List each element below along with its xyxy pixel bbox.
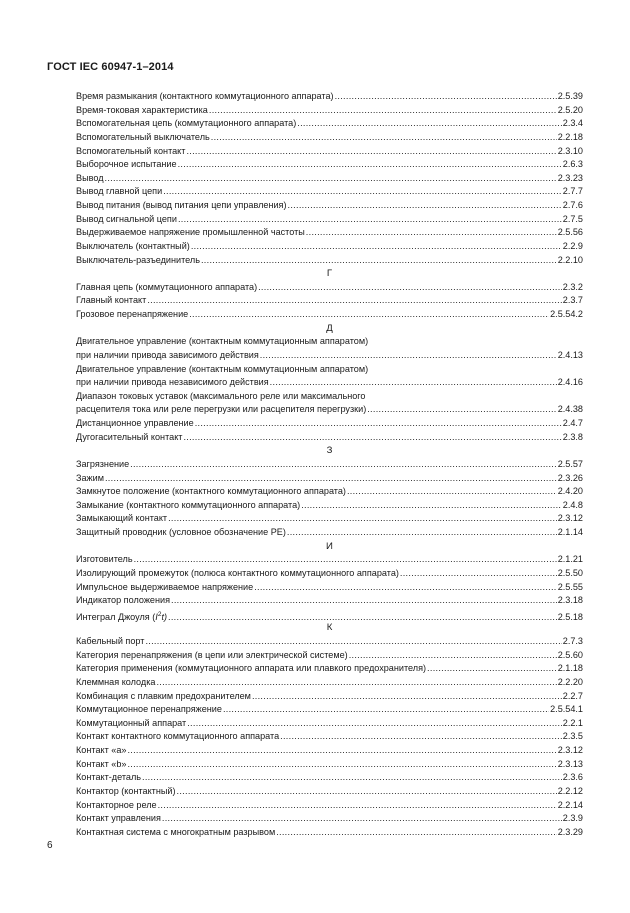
index-entry bbox=[76, 254, 583, 268]
dot-leader bbox=[178, 158, 562, 172]
index-term: Грозовое перенапряжение bbox=[76, 309, 189, 319]
index-entry bbox=[76, 308, 583, 322]
index-entry bbox=[76, 485, 583, 499]
index-entry bbox=[76, 363, 583, 377]
index-term: Изготовитель bbox=[76, 554, 133, 565]
index-term: Вывод сигнальной цепи bbox=[76, 213, 177, 224]
index-term: Дугогасительный контакт bbox=[76, 431, 183, 442]
index-ref: 2.5.54.1 bbox=[550, 704, 583, 715]
index-term bbox=[76, 608, 167, 625]
index-entry bbox=[76, 431, 583, 445]
index-entry bbox=[76, 90, 583, 104]
index-term: Контакт-деталь bbox=[76, 772, 141, 783]
dot-leader bbox=[183, 431, 561, 445]
index-ref: 2.4.20 bbox=[557, 486, 583, 497]
index-ref: 2.1.21 bbox=[557, 554, 583, 565]
index-entry bbox=[76, 131, 583, 145]
index-ref: 2.3.18 bbox=[557, 595, 583, 606]
index-ref: 2.4.13 bbox=[557, 349, 583, 360]
index-letter-heading: И bbox=[326, 540, 333, 552]
dot-leader bbox=[187, 717, 562, 731]
dot-leader bbox=[367, 403, 556, 417]
index-letter-heading: З bbox=[326, 445, 333, 457]
index-ref: 2.7.7 bbox=[562, 186, 583, 197]
index-ref: 2.2.1 bbox=[562, 717, 583, 728]
index-term: Время размыкания (контактного коммутационного аппарата) bbox=[76, 91, 334, 101]
index-term: Выключатель (контактный) bbox=[76, 240, 190, 251]
index-term-tail: t) bbox=[161, 611, 167, 622]
page-number: 6 bbox=[47, 840, 53, 851]
index-ref: 2.3.9 bbox=[562, 813, 583, 824]
dot-leader bbox=[147, 294, 561, 308]
index-entry bbox=[76, 240, 583, 254]
dot-leader bbox=[287, 526, 557, 540]
index-term: Изолирующий промежуток (полюса контактного коммутационного аппарата) bbox=[76, 567, 399, 578]
index-term: Импульсное выдерживаемое напряжение bbox=[76, 581, 254, 592]
dot-leader bbox=[306, 226, 557, 240]
dot-leader bbox=[201, 254, 557, 268]
index-entry bbox=[76, 771, 583, 785]
index-entry bbox=[76, 213, 583, 227]
index-term: Выключатель-разъединитель bbox=[76, 254, 200, 265]
index-entry bbox=[76, 526, 583, 540]
index-ref: 2.3.4 bbox=[562, 118, 583, 129]
index-ref: 2.4.7 bbox=[562, 418, 583, 428]
dot-leader bbox=[142, 771, 562, 785]
index-ref: 2.2.10 bbox=[557, 254, 583, 265]
index-ref: 2.7.6 bbox=[562, 200, 583, 210]
dot-leader bbox=[349, 649, 557, 663]
index-entry bbox=[76, 403, 583, 417]
index-entry bbox=[76, 185, 583, 199]
dot-leader bbox=[280, 730, 562, 744]
index-entry bbox=[76, 117, 583, 131]
index-ref: 2.2.12 bbox=[557, 785, 583, 796]
index-term: Вывод питания (вывод питания цепи управления) bbox=[76, 200, 287, 210]
index-ref: 2.5.20 bbox=[557, 104, 583, 115]
dot-leader bbox=[209, 104, 557, 118]
joule-superscript: 2 bbox=[157, 610, 162, 618]
index-ref: 2.1.14 bbox=[557, 527, 583, 537]
index-entry bbox=[76, 472, 583, 486]
index-entry bbox=[76, 172, 583, 186]
index-ref: 2.5.60 bbox=[557, 649, 583, 660]
index-entry bbox=[76, 104, 583, 118]
dot-leader bbox=[105, 172, 557, 186]
index-term: Вспомогательный контакт bbox=[76, 145, 186, 156]
index-ref: 2.7.5 bbox=[562, 213, 583, 224]
index-entry bbox=[76, 417, 583, 431]
dot-leader bbox=[186, 145, 556, 159]
dot-leader bbox=[258, 281, 562, 295]
dot-leader bbox=[105, 472, 557, 486]
index-term: Двигательное управление (контактным коммутационным аппаратом) bbox=[76, 336, 369, 347]
index-ref: 2.3.8 bbox=[562, 431, 583, 442]
index-ref: 2.4.16 bbox=[557, 377, 583, 388]
index-entry bbox=[76, 662, 583, 676]
index-term: Замыкающий контакт bbox=[76, 513, 168, 524]
index-entry bbox=[76, 635, 583, 649]
index-entry bbox=[76, 349, 583, 363]
index-term: Вспомогательный выключатель bbox=[76, 131, 210, 142]
index-term: Замыкание (контактного коммутационного аппарата) bbox=[76, 499, 301, 510]
dot-leader bbox=[252, 690, 562, 704]
index-term: расцепителя тока или реле перегрузки или расцепителя перегрузки) bbox=[76, 404, 367, 415]
index-entry bbox=[76, 812, 583, 826]
index-ref: 2.5.39 bbox=[557, 91, 583, 101]
index-entry bbox=[76, 744, 583, 758]
dot-leader bbox=[178, 213, 562, 227]
index-ref: 2.3.26 bbox=[557, 472, 583, 483]
index-term: при наличии привода зависимого действия bbox=[76, 349, 259, 360]
dot-leader bbox=[301, 499, 562, 513]
index-letter-heading: Д bbox=[326, 322, 333, 334]
dot-leader bbox=[288, 199, 562, 213]
index-entry bbox=[76, 649, 583, 663]
dot-leader bbox=[163, 185, 562, 199]
index-entry bbox=[76, 730, 583, 744]
index-ref: 2.5.56 bbox=[557, 227, 583, 238]
dot-leader bbox=[427, 662, 557, 676]
index-term: Коммутационное перенапряжение bbox=[76, 704, 222, 715]
index-ref: 2.3.12 bbox=[557, 513, 583, 524]
dot-leader bbox=[189, 308, 549, 322]
index-entry bbox=[76, 676, 583, 690]
dot-leader bbox=[260, 349, 557, 363]
index-entry bbox=[76, 145, 583, 159]
dot-leader bbox=[168, 512, 557, 526]
joule-symbol: I bbox=[155, 611, 158, 622]
index-entry bbox=[76, 158, 583, 172]
dot-leader bbox=[254, 581, 557, 595]
dot-leader bbox=[145, 635, 561, 649]
index-entry bbox=[76, 390, 583, 404]
index-term: Двигательное управление (контактным коммутационным аппаратом) bbox=[76, 363, 369, 374]
index-term: Защитный проводник (условное обозначение PE) bbox=[76, 527, 286, 537]
index-term: Контакт контактного коммутационного аппарата bbox=[76, 731, 280, 742]
index-ref: 2.5.55 bbox=[557, 581, 583, 592]
dot-leader bbox=[127, 744, 556, 758]
index-term: Дистанционное управление bbox=[76, 418, 194, 428]
index-entry bbox=[76, 758, 583, 772]
index-term: Кабельный порт bbox=[76, 636, 145, 646]
index-term: Вывод bbox=[76, 172, 104, 183]
index-term: Главная цепь (коммутационного аппарата) bbox=[76, 281, 258, 292]
index-entry bbox=[76, 785, 583, 799]
index-term: Вывод главной цепи bbox=[76, 186, 163, 197]
dot-leader bbox=[177, 785, 557, 799]
dot-leader bbox=[211, 131, 557, 145]
index-term: Контакторное реле bbox=[76, 799, 157, 810]
index-ref: 2.4.38 bbox=[557, 404, 583, 415]
index-entry bbox=[76, 199, 583, 213]
dot-leader bbox=[223, 703, 549, 717]
dot-leader bbox=[168, 611, 557, 625]
index-term: Клеммная колодка bbox=[76, 676, 156, 687]
index-ref: 2.2.18 bbox=[557, 131, 583, 142]
dot-leader bbox=[335, 90, 557, 104]
index-term: Контакт «b» bbox=[76, 758, 127, 769]
index-entry bbox=[76, 826, 583, 840]
dot-leader bbox=[276, 826, 557, 840]
index-ref: 2.2.14 bbox=[557, 799, 583, 810]
index-term: Категория применения (коммутационного аппарата или плавкого предохранителя) bbox=[76, 663, 427, 674]
index-entry bbox=[76, 458, 583, 472]
document-header: ГОСТ IEC 60947-1–2014 bbox=[47, 61, 174, 73]
dot-leader bbox=[195, 417, 562, 431]
index-term: Выборочное испытание bbox=[76, 159, 177, 170]
dot-leader bbox=[270, 376, 557, 390]
index-term: Комбинация с плавким предохранителем bbox=[76, 690, 251, 701]
index-ref: 2.1.18 bbox=[557, 663, 583, 674]
index-term: Коммутационный аппарат bbox=[76, 717, 187, 728]
index-term: Контакт управления bbox=[76, 813, 161, 824]
index-entry bbox=[76, 335, 583, 349]
index-entry bbox=[76, 703, 583, 717]
index-ref: 2.3.5 bbox=[562, 731, 583, 742]
index-ref: 2.5.50 bbox=[557, 567, 583, 578]
index-ref: 2.3.29 bbox=[557, 826, 583, 837]
dot-leader bbox=[400, 567, 557, 581]
index-ref: 2.4.8 bbox=[562, 499, 583, 510]
index-term: Загрязнение bbox=[76, 458, 130, 469]
index-term: Выдерживаемое напряжение промышленной частоты bbox=[76, 227, 305, 238]
index-term: при наличии привода независимого действия bbox=[76, 377, 269, 388]
dot-leader bbox=[158, 799, 557, 813]
index-term: Вспомогательная цепь (коммутационного аппарата) bbox=[76, 118, 297, 129]
dot-leader bbox=[130, 458, 557, 472]
index-term: Контактор (контактный) bbox=[76, 785, 176, 796]
index-term: Контактная система с многократным разрывом bbox=[76, 826, 276, 837]
index-term: Контакт «а» bbox=[76, 745, 127, 755]
index-ref: 2.3.6 bbox=[562, 772, 583, 783]
index-term: Время-токовая характеристика bbox=[76, 104, 208, 115]
index-ref: 2.3.10 bbox=[557, 145, 583, 156]
index-term: Главный контакт bbox=[76, 295, 147, 306]
dot-leader bbox=[127, 758, 556, 772]
index-term: Диапазон токовых уставок (максимального реле или максимального bbox=[76, 390, 366, 401]
dot-leader bbox=[156, 676, 556, 690]
index-ref: 2.2.7 bbox=[562, 690, 583, 701]
index-entry bbox=[76, 690, 583, 704]
index-term: Замкнутое положение (контактного коммутационного аппарата) bbox=[76, 486, 346, 497]
index-entry bbox=[76, 799, 583, 813]
index-letter-heading: Г bbox=[326, 268, 333, 280]
index-entry bbox=[76, 553, 583, 567]
index-entry bbox=[76, 499, 583, 513]
index-ref: 2.3.2 bbox=[562, 281, 583, 292]
dot-leader bbox=[162, 812, 562, 826]
index-entry bbox=[76, 581, 583, 595]
index-ref: 2.5.57 bbox=[557, 458, 583, 469]
index-ref: 2.3.7 bbox=[562, 295, 583, 306]
index-entry bbox=[76, 226, 583, 240]
index-entry bbox=[76, 608, 583, 622]
index-entry bbox=[76, 717, 583, 731]
index-ref: 2.2.20 bbox=[557, 676, 583, 687]
index-term: Категория перенапряжения (в цепи или электрической системе) bbox=[76, 649, 348, 660]
dot-leader bbox=[297, 117, 562, 131]
dot-leader bbox=[171, 594, 557, 608]
index-ref: 2.2.9 bbox=[562, 240, 583, 251]
dot-leader bbox=[191, 240, 562, 254]
index-ref: 2.5.18 bbox=[557, 611, 583, 622]
index-term-text: Интеграл Джоуля ( bbox=[76, 611, 156, 622]
index-ref: 2.7.3 bbox=[562, 636, 583, 646]
index-entry bbox=[76, 567, 583, 581]
alphabetical-index bbox=[76, 90, 583, 839]
index-term: Индикатор положения bbox=[76, 595, 170, 606]
index-letter-heading: К bbox=[326, 622, 333, 634]
index-ref: 2.6.3 bbox=[562, 159, 583, 170]
index-entry bbox=[76, 594, 583, 608]
index-ref: 2.3.13 bbox=[557, 758, 583, 769]
index-ref: 2.3.23 bbox=[557, 172, 583, 183]
index-term: Зажим bbox=[76, 472, 104, 483]
index-entry bbox=[76, 281, 583, 295]
dot-leader bbox=[134, 553, 557, 567]
index-entry bbox=[76, 376, 583, 390]
index-ref: 2.3.12 bbox=[557, 745, 583, 755]
index-ref: 2.5.54.2 bbox=[550, 309, 583, 319]
dot-leader bbox=[347, 485, 557, 499]
index-entry bbox=[76, 512, 583, 526]
index-entry bbox=[76, 294, 583, 308]
